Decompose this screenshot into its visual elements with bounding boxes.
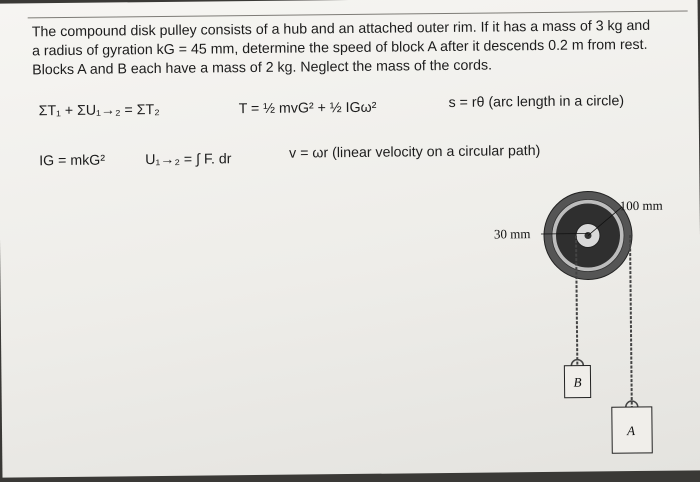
hub-radius-label: 30 mm [494, 226, 531, 241]
linear-velocity-equation: v = ωr (linear velocity on a circular path) [289, 143, 540, 162]
kinetic-energy-equation: T = ½ mvG² + ½ IGω² [239, 100, 377, 117]
problem-line-1: The compound disk pulley consists of a hub and an attached outer rim. If it has a mass of 3 kg and [32, 17, 682, 43]
arc-length-equation: s = rθ (arc length in a circle) [449, 93, 625, 111]
moment-of-inertia-equation: IG = mkG² [39, 153, 105, 170]
cord-a [630, 235, 632, 407]
work-integral-equation: U₁→₂ = ∫ F. dr [145, 151, 231, 168]
block-b-label: B [573, 375, 581, 390]
work-energy-equation: ΣT₁ + ΣU₁→₂ = ΣT₂ [39, 102, 160, 119]
cord-b [576, 236, 577, 366]
outer-radius-label: 100 mm [620, 198, 663, 213]
problem-line-2: a radius of gyration kG = 45 mm, determine the speed of block A after it descends 0.2 m from rest. [32, 36, 682, 62]
problem-line-3: Blocks A and B each have a mass of 2 kg. Neglect the mass of the cords. [32, 55, 682, 81]
pulley-diagram [469, 184, 697, 476]
problem-statement [32, 17, 683, 81]
block-a-label: A [626, 423, 635, 438]
